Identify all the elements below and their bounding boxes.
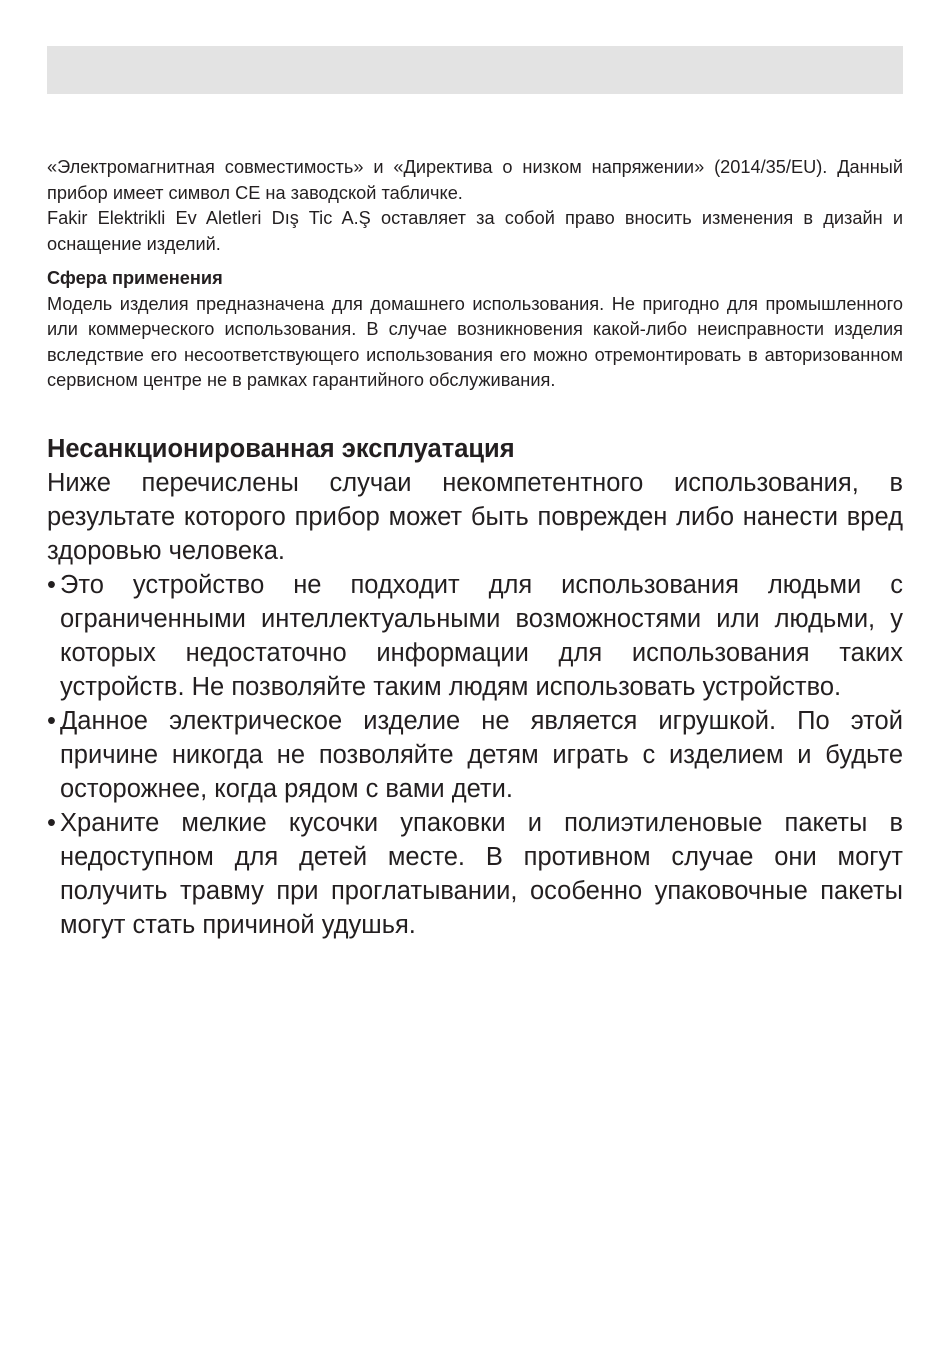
unauthorized-use-intro: Ниже перечислены случаи некомпетентного использования, в результате которого прибор может быть поврежден либо нанести вред здоровью человека. <box>47 468 903 565</box>
list-item-text: Данное электрическое изделие не является игрушкой. По этой причине никогда не позволяйте детям играть с изделием и будьте осторожнее, когда рядом с вами дети. <box>60 706 903 803</box>
list-item <box>47 568 903 704</box>
unauthorized-use-list <box>47 568 903 942</box>
header-bar <box>47 46 903 94</box>
scope-heading: Сфера применения <box>47 268 223 288</box>
list-item <box>47 704 903 806</box>
list-item-text: Это устройство не подходит для использования людьми с ограниченными интеллектуальными возможностями или людьми, у которых недостаточно информации для использования таких устройств. Не позволяйте таким людям использовать устройство. <box>60 570 903 701</box>
bullet-icon: • <box>47 808 56 837</box>
scope-paragraph: Модель изделия предназначена для домашнего использования. Не пригодно для промышленного или коммерческого использования. В случае возникновения какой-либо неисправности изделия вследствие его несоответствующего использования его можно отремонтировать в авторизованном сервисном центре не в рамках гарантийного обслуживания. <box>47 293 903 390</box>
bullet-icon: • <box>47 570 56 599</box>
bullet-icon: • <box>47 706 56 735</box>
intro-paragraph-directives: «Электромагнитная совместимость» и «Директива о низком напряжении» (2014/35/EU). Данный прибор имеет символ CE на заводской табличке. <box>47 157 903 203</box>
list-item-text: Храните мелкие кусочки упаковки и полиэтиленовые пакеты в недоступном для детей месте. В противном случае они могут получить травму при проглатывании, особенно упаковочные пакеты могут стать причиной удушья. <box>60 808 903 939</box>
list-item <box>47 806 903 942</box>
unauthorized-use-heading: Несанкционированная эксплуатация <box>47 434 515 463</box>
intro-paragraph-manufacturer: Fakir Elektrikli Ev Aletleri Dış Tic A.Ş оставляет за собой право вносить изменения в дизайн и оснащение изделий. <box>47 208 903 254</box>
page-content <box>47 155 903 942</box>
